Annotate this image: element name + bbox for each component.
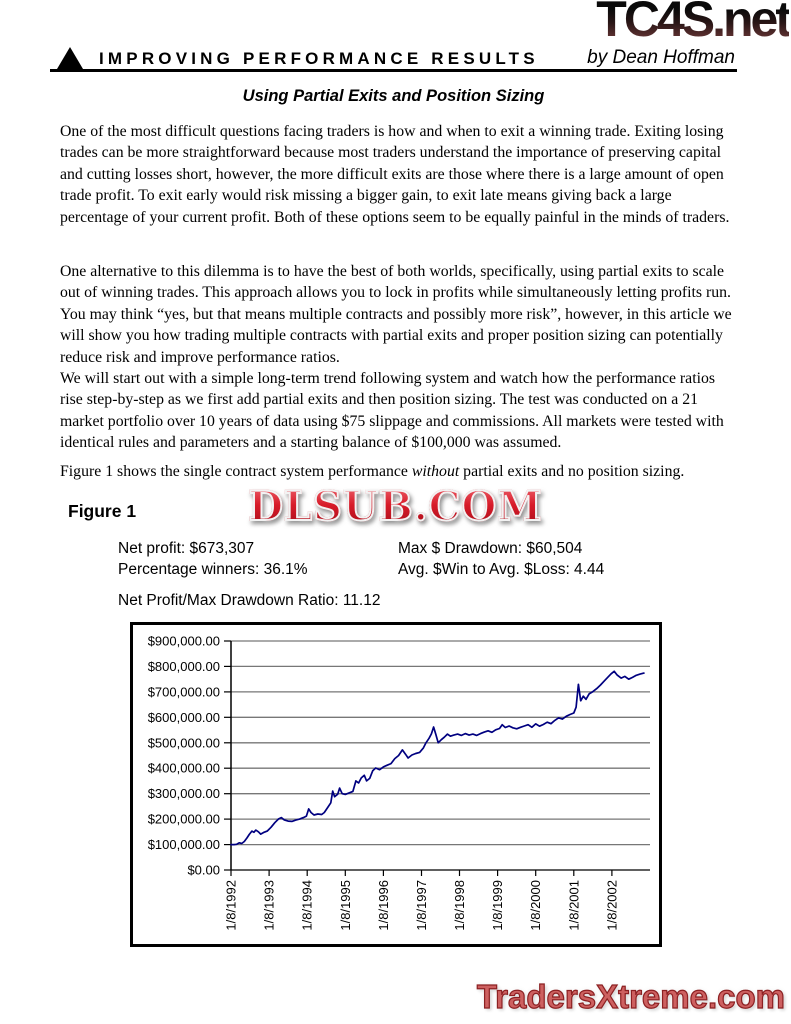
svg-text:$700,000.00: $700,000.00 [147, 684, 220, 700]
stat-net-profit: Net profit: $673,307 [118, 540, 255, 557]
svg-text:$0.00: $0.00 [187, 862, 220, 878]
svg-text:1/8/1998: 1/8/1998 [452, 880, 467, 931]
figure1-chart-svg [133, 625, 659, 944]
svg-text:1/8/2001: 1/8/2001 [566, 880, 582, 931]
paragraph-1: One of the most difficult questions facing traders is how and when to exit a winning trade. Exiting losing trades can be more straightforward because most traders understand the importance of preserving capital and cutting losses short, however, the more difficult exits are those where there is a large amount of open trade profit. To exit early would risk missing a bigger gain, to exit late means giving back a large percentage of your current profit. Both of these options seem to be equally painful in the minds of traders. [60, 123, 730, 226]
svg-text:1/8/1992: 1/8/1992 [223, 880, 239, 931]
stat-percentage-winners: Percentage winners: 36.1% [118, 560, 308, 578]
figure-label: Figure 1 [68, 501, 137, 521]
svg-text:1/8/1994: 1/8/1994 [299, 880, 315, 931]
tradersxtreme-logo: TradersXtreme.com [476, 978, 785, 1015]
svg-text:1/8/1997: 1/8/1997 [414, 880, 429, 931]
paragraph-2: One alternative to this dilemma is to have the best of both worlds, specifically, using partial exits to scale out of winning trades. This approach allows you to lock in profits while simultaneously letting profits run. You may think “yes, but that means multiple contracts and possibly more risk”, however, in this article we will show you how trading multiple contracts with partial exits and proper position sizing can potentially reduce risk and improve performance ratios. [60, 263, 732, 366]
tc4s-logo: TC4S.net [596, 0, 789, 44]
svg-text:1/8/2002: 1/8/2002 [604, 880, 620, 931]
svg-text:$800,000.00: $800,000.00 [147, 658, 220, 674]
svg-text:1/8/1999: 1/8/1999 [490, 880, 506, 931]
stat-max-drawdown: Max $ Drawdown: $60,504 [398, 540, 583, 557]
paragraph-4 [60, 461, 738, 482]
paragraph-3: We will start out with a simple long-term trend following system and watch how the performance ratios rise step-by-step as we first add partial exits and then position sizing. The test was conducted on a 21 market portfolio over 10 years of data using $75 slippage and commissions. All markets were tested with identical rules and parameters and a starting balance of $100,000 was assumed. [60, 370, 724, 452]
stat-avg-win-loss: Avg. $Win to Avg. $Loss: 4.44 [398, 560, 605, 578]
dlsub-watermark: DLSUB.COM [248, 483, 543, 530]
svg-text:$500,000.00: $500,000.00 [147, 735, 220, 751]
figure-sentence-italic: without [411, 463, 460, 480]
stat-ratio: Net Profit/Max Drawdown Ratio: 11.12 [118, 592, 381, 609]
article-title: Using Partial Exits and Position Sizing [242, 87, 545, 105]
svg-text:1/8/1996: 1/8/1996 [375, 880, 391, 931]
svg-text:$200,000.00: $200,000.00 [147, 811, 220, 827]
svg-text:$100,000.00: $100,000.00 [147, 837, 220, 853]
svg-text:$300,000.00: $300,000.00 [147, 786, 220, 802]
header-title: IMPROVING PERFORMANCE RESULTS [99, 48, 539, 68]
article-header [50, 47, 737, 72]
svg-text:1/8/2000: 1/8/2000 [528, 880, 544, 931]
figure1-chart [130, 622, 662, 947]
svg-text:1/8/1993: 1/8/1993 [261, 880, 277, 931]
figure-sentence-post: partial exits and no position sizing. [459, 463, 685, 480]
header-byline: by Dean Hoffman [587, 47, 735, 69]
figure1-stats [118, 539, 604, 580]
svg-text:1/8/1995: 1/8/1995 [337, 880, 353, 931]
svg-text:$400,000.00: $400,000.00 [147, 760, 220, 776]
triangle-icon [57, 47, 83, 69]
svg-text:$600,000.00: $600,000.00 [147, 709, 220, 725]
figure-sentence-pre: Figure 1 shows the single contract system performance [60, 463, 412, 480]
svg-text:$900,000.00: $900,000.00 [147, 633, 220, 649]
